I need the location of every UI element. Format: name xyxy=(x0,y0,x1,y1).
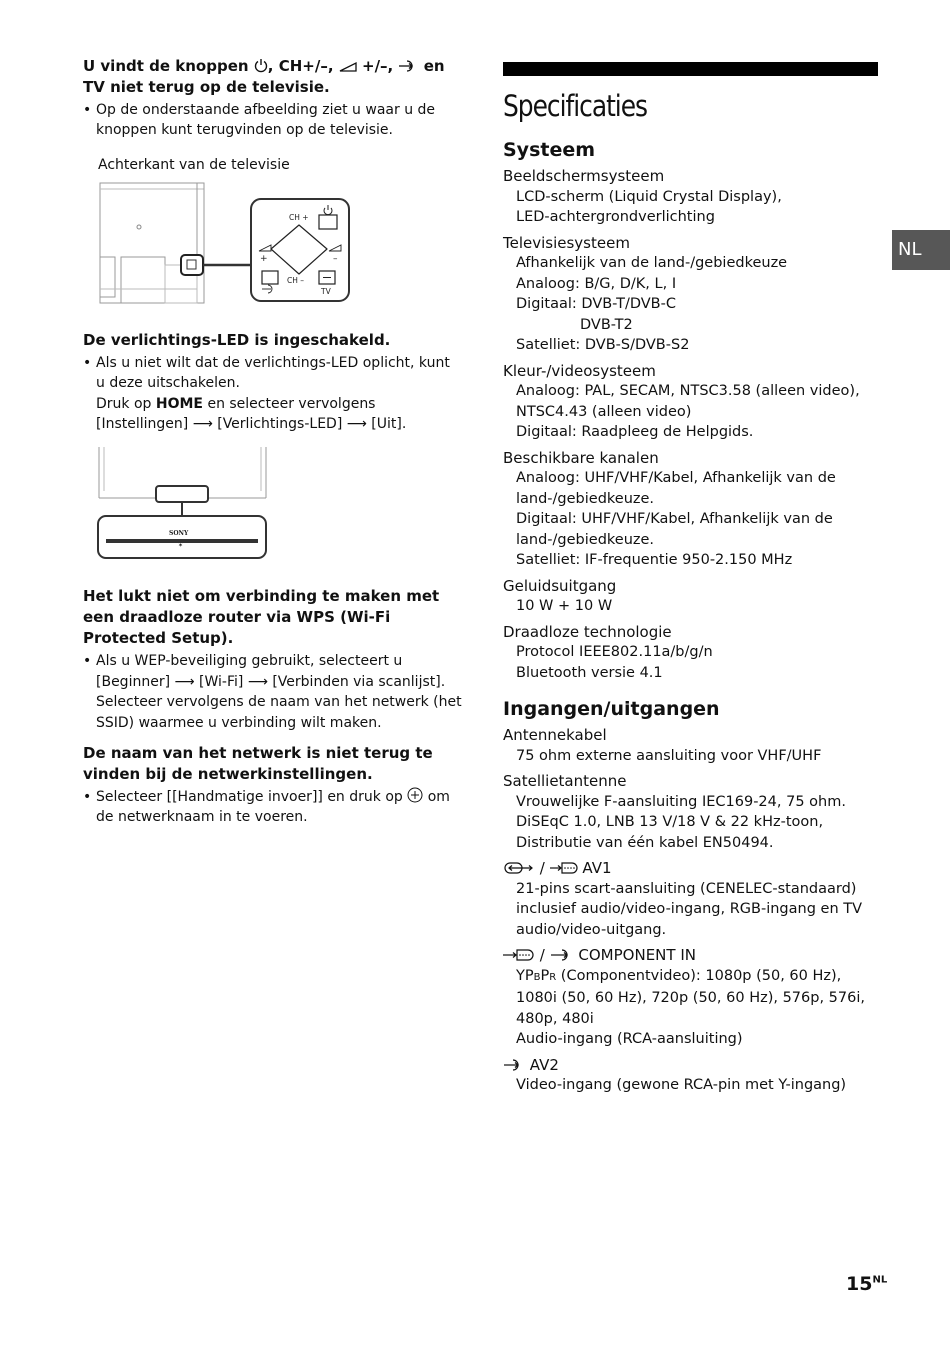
page-number-value: 15 xyxy=(846,1273,873,1295)
svg-text:✶: ✶ xyxy=(178,542,184,550)
spec-value: Digitaal: Raadpleeg de Helpgids. xyxy=(516,424,754,440)
arrow-right-icon: ⟶ xyxy=(346,416,367,433)
vol-minus-label: – xyxy=(333,253,338,264)
spec-value: LCD-scherm (Liquid Crystal Display), xyxy=(516,188,782,205)
spec-label: Kleur-/videosysteem xyxy=(503,361,656,380)
spec-label: Antennekabel xyxy=(503,726,607,744)
arrow-right-icon: ⟶ xyxy=(174,673,195,690)
bullet-text: [Verlichtings-LED] xyxy=(217,416,343,433)
connector-name: AV1 xyxy=(582,859,612,877)
spec-value: 75 ohm externe aansluiting voor VHF/UHF xyxy=(516,747,822,764)
bullet-item: • Op de onderstaande afbeelding ziet u waar u de knoppen kunt terugvinden op de televisie. xyxy=(83,100,463,141)
bullet-item xyxy=(83,787,463,828)
section-top-bar xyxy=(503,62,878,76)
tv-label: TV xyxy=(321,286,331,296)
language-tab: NL xyxy=(892,230,950,270)
spec-text: (Componentvideo): 1080p (50, 60 Hz), 1080i (50, 60 Hz), 720p (50, 60 Hz), 576p, 576i, 480p, 480i xyxy=(516,967,865,1027)
page-number-suffix: NL xyxy=(872,1274,888,1286)
scart-inout-icon xyxy=(503,861,535,875)
enter-button-icon xyxy=(407,787,423,803)
spec-label: Geluidsuitgang xyxy=(503,576,617,595)
video-out-icon xyxy=(550,861,578,875)
bullet-text: om de netwerknaam in te voeren. xyxy=(96,789,450,826)
bullet-text: Selecteer [[Handmatige invoer]] en druk op xyxy=(96,789,403,806)
spec-value: Digitaal: DVB-T/DVB-C xyxy=(516,296,676,312)
separator: / xyxy=(539,859,545,877)
spec-value: Analoog: PAL, SECAM, NTSC3.58 (alleen video), NTSC4.43 (alleen video) xyxy=(516,383,860,420)
input-icon xyxy=(398,59,418,73)
section-ingangen: Ingangen/uitgangen xyxy=(503,698,720,720)
ch-minus-label: CH – xyxy=(287,275,305,285)
ypbpr-y: Y xyxy=(516,967,525,984)
ypbpr-r: R xyxy=(549,971,557,983)
component-in-icon xyxy=(503,948,535,962)
spec-value: Audio-ingang (RCA-aansluiting) xyxy=(516,1031,743,1047)
power-icon xyxy=(254,58,268,73)
input-icon xyxy=(503,1058,525,1072)
spec-value: Analoog: UHF/VHF/Kabel, Afhankelijk van de land-/gebiedkeuze. xyxy=(516,470,836,507)
input-icon xyxy=(550,948,574,962)
heading-wps: Het lukt niet om verbinding te maken met een draadloze router via WPS (Wi-Fi Protected Setup). xyxy=(83,587,440,648)
spec-value: Digitaal: UHF/VHF/Kabel, Afhankelijk van de land-/gebiedkeuze. xyxy=(516,511,833,548)
bullet-text: [Wi-Fi] xyxy=(199,673,244,690)
separator: / xyxy=(539,946,545,964)
tv-front-led-figure xyxy=(96,446,276,564)
home-key: HOME xyxy=(155,395,203,412)
section-systeem: Systeem xyxy=(503,139,596,161)
heading-buttons xyxy=(83,56,463,98)
spec-label: Beeldschermsysteem xyxy=(503,167,665,185)
spec-value: Video-ingang (gewone RCA-pin met Y-ingang) xyxy=(516,1077,847,1093)
heading-text: en xyxy=(423,57,445,75)
spec-value xyxy=(503,966,878,1030)
bullet-text: [Uit]. xyxy=(371,416,407,433)
arrow-right-icon: ⟶ xyxy=(247,673,268,690)
spec-value: Protocol IEEE802.11a/b/g/n xyxy=(516,644,713,660)
spec-label: Televisiesysteem xyxy=(503,233,630,252)
spec-value: LED-achtergrondverlichting xyxy=(516,209,715,225)
spec-label-component xyxy=(503,945,878,966)
spec-label: Draadloze technologie xyxy=(503,622,672,641)
heading-text: TV niet terug op de televisie. xyxy=(83,78,330,96)
connector-name: AV2 xyxy=(529,1055,559,1074)
page-number xyxy=(846,1273,887,1295)
volume-icon xyxy=(339,61,357,73)
spec-value: Afhankelijk van de land-/gebiedkeuze xyxy=(516,255,788,271)
spec-value: Distributie van één kabel EN50494. xyxy=(516,834,774,851)
right-column xyxy=(503,56,878,1096)
spec-label-av1 xyxy=(503,858,878,879)
heading-text: , CH+/–, xyxy=(267,57,334,75)
spec-value: Satelliet: DVB-S/DVB-S2 xyxy=(516,337,690,353)
spec-value: Satelliet: IF-frequentie 950-2.150 MHz xyxy=(516,552,793,568)
spec-value: 21-pins scart-aansluiting (CENELEC-standaard) inclusief audio/video-ingang, RGB-ingang en TV audio/video-uitgang. xyxy=(516,880,863,938)
figure-caption: Achterkant van de televisie xyxy=(98,156,290,173)
spec-value: Analoog: B/G, D/K, L, I xyxy=(516,275,677,292)
spec-value: Bluetooth versie 4.1 xyxy=(516,664,663,681)
ch-plus-label: CH + xyxy=(289,212,309,222)
bullet-item xyxy=(83,651,463,733)
spec-value: DiSEqC 1.0, LNB 13 V/18 V & 22 kHz-toon, xyxy=(516,814,824,830)
bullet-item xyxy=(83,353,463,435)
arrow-right-icon: ⟶ xyxy=(192,416,213,433)
sony-logo: SONY xyxy=(169,530,189,538)
spec-label: Satellietantenne xyxy=(503,772,627,790)
bullet-text: [Verbinden via scanlijst]. Selecteer vervolgens de naam van het netwerk (het SSID) waarmee u verbinding wilt maken. xyxy=(96,673,462,731)
ypbpr-p: P xyxy=(540,967,550,984)
bullet-text: Als u niet wilt dat de verlichtings-LED oplicht, kunt u deze uitschakelen. xyxy=(96,354,450,392)
ypbpr-p: P xyxy=(524,967,534,984)
heading-text: U vindt de knoppen xyxy=(83,57,249,75)
bullet-text: en selecteer vervolgens [Instellingen] xyxy=(96,395,376,433)
left-column xyxy=(83,56,463,828)
spec-value: 10 W + 10 W xyxy=(516,598,613,614)
spec-value: Vrouwelijke F-aansluiting IEC169-24, 75 ohm. xyxy=(516,793,846,810)
spec-label: Beschikbare kanalen xyxy=(503,448,659,467)
heading-led: De verlichtings-LED is ingeschakeld. xyxy=(83,330,391,349)
heading-network-name: De naam van het netwerk is niet terug te vinden bij de netwerkinstellingen. xyxy=(83,744,433,784)
heading-text: +/–, xyxy=(362,57,394,75)
bullet-text: Als u WEP-beveiliging gebruikt, selecteert u [Beginner] xyxy=(96,653,403,690)
page-title: Specificaties xyxy=(503,89,647,123)
tv-rear-buttons-figure xyxy=(99,179,399,307)
spec-label-av2 xyxy=(503,1055,878,1076)
ypbpr-b: B xyxy=(533,971,541,983)
spec-value: DVB-T2 xyxy=(580,316,633,333)
connector-name: COMPONENT IN xyxy=(578,946,696,964)
bullet-text: Druk op xyxy=(96,395,152,412)
vol-plus-label: + xyxy=(260,253,268,264)
